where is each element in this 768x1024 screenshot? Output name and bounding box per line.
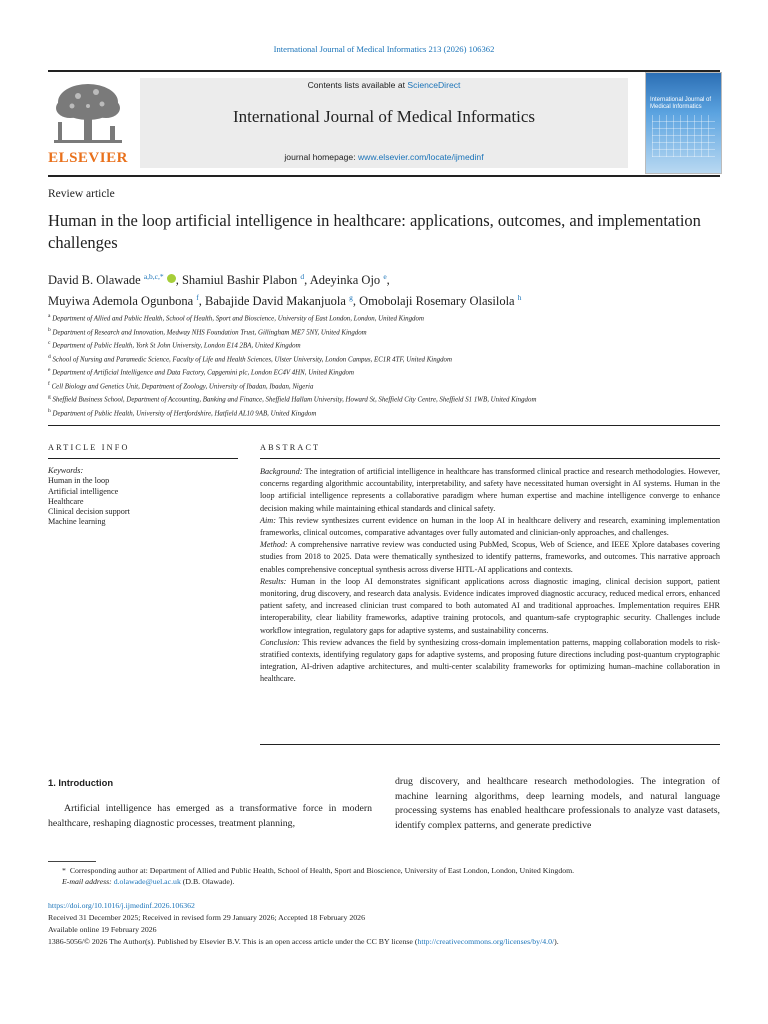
body-left-column: Artificial intelligence has emerged as a transformative force in modern healthcare, reshaping diagnostic processes, treatment planning, (48, 803, 372, 829)
keyword-item: Human in the loop (48, 476, 110, 486)
abstract-section-text: A comprehensive narrative review was conducted using PubMed, Scopus, Web of Science, and IEEE Xplore databases covering studies from 2018 to 2025. Data were thematically synthesized to identify patterns, frameworks, and outcomes. This narrative approach enables comprehensive conceptual synthesis across diverse HITL-AI applications and contexts. (260, 540, 720, 574)
affiliation-mark: d (48, 353, 51, 360)
email-label: E-mail address: (62, 877, 112, 886)
affiliation-item (48, 311, 720, 325)
affiliation-mark: b (48, 326, 51, 333)
abstract-section (260, 515, 720, 539)
affiliation-text: Department of Allied and Public Health, School of Health, Sport and Bioscience, University of East London, London, United Kingdom (52, 315, 424, 323)
author-affil-mark[interactable]: g (349, 293, 353, 303)
author-name[interactable]: Babajide David Makanjuola (205, 294, 346, 309)
abstract-section-label: Method: (260, 540, 288, 550)
abstract-section (260, 539, 720, 576)
abstract-section-text: This review advances the field by synthesizing cross-domain implementation patterns, mapping collaboration models to risk-stratified contexts, identifying regulatory gaps for adaptive systems, and proposing future directions including post-quantum cryptographic integration, AI-driven adaptive architectures, and multi-center scalability frameworks for optimizing human–machine collaboration in healthcare. (260, 637, 720, 684)
body-right-column: drug discovery, and healthcare research methodologies. The integration of machine learning algorithms, deep learning models, and natural language processing systems has enabled healthcare professionals to analyze vast datasets, identify complex patterns, and generate predictive (395, 776, 720, 831)
affiliation-text: Department of Artificial Intelligence and Data Factory, Capgemini plc, London EC4V 4HN, United Kingdom (52, 369, 354, 377)
affiliation-item (48, 365, 720, 379)
affiliation-text: Cell Biology and Genetics Unit, Department of Zoology, University of Ibadan, Ibadan, Nigeria (51, 382, 314, 390)
paper-title: Human in the loop artificial intelligence in healthcare: applications, outcomes, and implementation challenges (48, 211, 701, 252)
affiliation-mark: g (48, 394, 51, 400)
received-dates: Received 31 December 2025; Received in revised form 29 January 2026; Accepted 18 February 2026 (48, 913, 365, 922)
author-affil-mark[interactable]: d (300, 272, 305, 281)
license-suffix: ). (554, 937, 559, 946)
corresponding-text: Corresponding author at: Department of Allied and Public Health, School of Health, Sport and Bioscience, University of East London, London, United Kingdom. (69, 866, 575, 875)
abstract-bottom-rule (260, 744, 720, 745)
author-name[interactable]: Omobolaji Rosemary Olasilola (359, 294, 515, 309)
publisher-name: ELSEVIER (48, 150, 128, 166)
masthead-bottom-rule (48, 175, 720, 177)
affiliation-text: Sheffield Business School, Department of Accounting, Banking and Finance, Sheffield Hallam University, Howard St, Sheffield City Centre, Sheffield S1 1WB, United Kingdom (52, 396, 537, 404)
cover-title: International Journal of Medical Informatics (650, 97, 712, 110)
cover-grid-graphic (652, 115, 715, 157)
journal-cover-image (645, 72, 722, 174)
article-info-heading: ARTICLE INFO (48, 443, 130, 452)
header-rule (48, 70, 720, 72)
abstract-section (260, 466, 720, 515)
license-line (48, 936, 720, 947)
affiliation-text: Department of Public Health, York St John University, London E14 2BA, United Kingdom (52, 342, 301, 350)
keywords-label: Keywords: (48, 466, 84, 475)
affiliation-mark: a (48, 313, 51, 319)
affiliation-list (48, 311, 720, 419)
email-suffix: (D.B. Olawade). (180, 877, 235, 886)
license-link[interactable]: http://creativecommons.org/licenses/by/4.0/ (417, 937, 555, 946)
affiliation-text: Department of Research and Innovation, Medway NHS Foundation Trust, Gillingham ME7 5NY, United Kingdom (52, 328, 367, 336)
author-affil-mark[interactable]: a,b,c,* (143, 272, 164, 281)
footnote-rule (48, 861, 96, 862)
abstract-section-text: The integration of artificial intelligence in healthcare has transformed clinical practice and research methodologies. However, concerns regarding algorithmic accountability, interpretability, and safety have necessitated human oversight in AI systems. Human in the loop artificial intelligence represents a collaborative paradigm where human expertise and machine intelligence converge to enhance decision making while maintaining ethical standards and clinical safety. (260, 467, 720, 513)
homepage-link[interactable]: www.elsevier.com/locate/ijmedinf (357, 152, 484, 162)
abstract-body (260, 466, 720, 686)
sciencedirect-link[interactable]: ScienceDirect (407, 80, 461, 90)
corresponding-author-note (48, 865, 720, 887)
affiliation-item (48, 379, 720, 393)
keyword-item: Clinical decision support (48, 507, 130, 517)
orcid-icon[interactable] (167, 274, 176, 283)
online-date: Available online 19 February 2026 (48, 925, 157, 934)
running-reference[interactable]: International Journal of Medical Informatics 213 (2026) 106362 (273, 44, 495, 54)
abstract-section-label: Background: (260, 467, 303, 476)
abstract-section-label: Aim: (260, 515, 276, 525)
abstract-section-label: Conclusion: (260, 637, 301, 647)
abstract-section-label: Results: (260, 576, 287, 586)
author-affil-mark[interactable]: h (517, 293, 522, 303)
abstract-rule (260, 458, 720, 459)
abstract-section (260, 637, 720, 686)
author-name[interactable]: Adeyinka Ojo (309, 273, 381, 288)
affiliation-mark: h (48, 407, 51, 414)
corresponding-mark: * (62, 866, 66, 875)
email-link[interactable]: d.olawade@uel.ac.uk (113, 877, 181, 886)
affiliation-item (48, 392, 720, 406)
keyword-item: Machine learning (48, 517, 106, 527)
keyword-item: Artificial intelligence (48, 486, 119, 496)
affiliation-mark: c (48, 340, 51, 346)
author-list: David B. Olawade $^{a,b,c,*}$ , Shamiul Bashir Plabon $^d$, Adeyinka Ojo $^e$, Muyiwa Ademola Ogunbona $^f$, Babajide David Makanjuola $^g$, Omobolaji Rosemary Olasilola $^h$ (48, 272, 522, 309)
affiliation-mark: e (48, 367, 51, 373)
affiliation-item (48, 406, 720, 420)
contents-prefix: Contents lists available at (307, 80, 408, 90)
journal-title: International Journal of Medical Informatics (232, 107, 536, 126)
author-name[interactable]: David B. Olawade (48, 273, 141, 288)
affiliations-bottom-rule (48, 425, 720, 426)
article-type: Review article (48, 188, 115, 200)
affiliation-item (48, 325, 720, 339)
author-name[interactable]: Muyiwa Ademola Ogunbona (48, 294, 194, 309)
affiliation-item (48, 352, 720, 366)
contents-line (140, 80, 628, 90)
keywords-block (48, 466, 238, 528)
article-info-rule (48, 458, 238, 459)
author-name[interactable]: Shamiul Bashir Plabon (181, 273, 298, 288)
author-affil-mark[interactable]: e (383, 272, 387, 281)
section-heading-introduction: 1. Introduction (48, 777, 114, 788)
affiliation-item (48, 338, 720, 352)
affiliation-text: School of Nursing and Paramedic Science, Faculty of Life and Health Sciences, Ulster University, London Campus, EC1R 4TF, United Kingdom (52, 355, 452, 363)
abstract-section-text: Human in the loop AI demonstrates significant applications across diagnostic imaging, clinical decision support, patient monitoring, drug discovery, and research data analysis. Evidence indicates improved diagnostic accuracy, reduced medical errors, enhanced patient safety, and increased clinician trust compared to both automated AI and traditional approaches. Implementation requires EHR interoperability, clear liability frameworks, adaptive training protocols, and quantum-safe cryptographic security. Challenges include workflow integration, regulatory gaps for adaptive systems, and sustainability concerns. (260, 576, 720, 635)
affiliation-mark: f (48, 380, 50, 387)
homepage-prefix: journal homepage: (284, 152, 358, 162)
abstract-section-text: This review synthesizes current evidence on human in the loop AI in healthcare delivery and research, examining implementation frameworks, clinical outcomes, comparative advantages over fully automated and clinician-only approaches, and challenges. (260, 515, 720, 538)
keyword-item: Healthcare (48, 496, 84, 506)
homepage-line (140, 152, 628, 162)
license-prefix: 1386-5056/© 2026 The Author(s). Published by Elsevier B.V. This is an open access article under the CC BY license ( (48, 937, 418, 946)
abstract-heading: ABSTRACT (260, 443, 321, 452)
author-affil-mark[interactable]: f (196, 293, 199, 303)
abstract-section (260, 576, 720, 637)
affiliation-text: Department of Public Health, University of Hertfordshire, Hatfield AL10 9AB, United Kingdom (52, 409, 317, 417)
doi-link[interactable]: https://doi.org/10.1016/j.ijmedinf.2026.106362 (48, 901, 195, 910)
